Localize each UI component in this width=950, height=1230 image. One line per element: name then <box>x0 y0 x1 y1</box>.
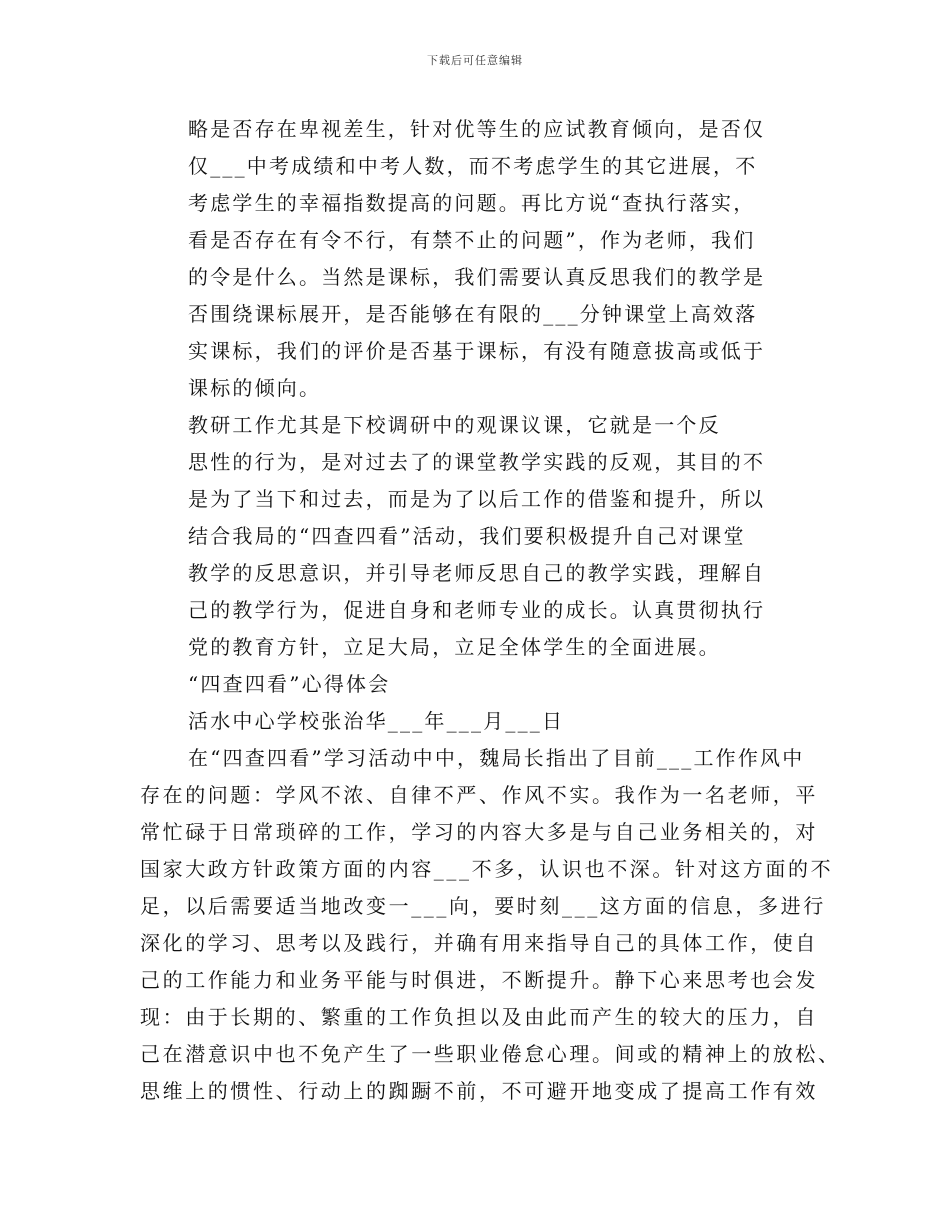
paragraph-line: 己在潜意识中也不免产生了一些职业倦怠心理。间或的精神上的放松、 <box>140 1042 841 1066</box>
paragraph-line: 深化的学习、思考以及践行，并确有用来指导自己的具体工作，使自 <box>140 931 818 955</box>
paragraph-line: 否围绕课标展开，是否能够在有限的___分钟课堂上高效落 <box>188 302 758 326</box>
paragraph-line: 结合我局的“四查四看”活动，我们要积极提升自己对课堂 <box>188 524 746 548</box>
article-byline: 活水中心学校张治华___年___月___日 <box>188 709 565 733</box>
paragraph-line: 己的工作能力和业务平能与时俱进，不断提升。静下心来思考也会发 <box>140 968 818 992</box>
article-title: “四查四看”心得体会 <box>188 672 391 696</box>
paragraph-line: 教研工作尤其是下校调研中的观课议课，它就是一个反 <box>188 413 721 437</box>
paragraph-line: 教学的反思意识，并引导老师反思自己的教学实践，理解自 <box>188 561 766 585</box>
paragraph-line: 思维上的惯性、行动上的踟蹰不前，不可避开地变成了提高工作有效 <box>140 1079 818 1103</box>
paragraph-line: 常忙碌于日常琐碎的工作，学习的内容大多是与自己业务相关的，对 <box>140 820 818 844</box>
paragraph-line: 看是否存在有令不行，有禁不止的问题”，作为老师，我们 <box>188 228 756 252</box>
paragraph-line: 思性的行为，是对过去了的课堂教学实践的反观，其目的不 <box>188 450 766 474</box>
paragraph-line: 是为了当下和过去，而是为了以后工作的借鉴和提升，所以 <box>188 487 766 511</box>
paragraph-line: 足，以后需要适当地改变一___向，要时刻___这方面的信息，多进行 <box>140 894 826 918</box>
paragraph-line: 存在的问题：学风不浓、自律不严、作风不实。我作为一名老师，平 <box>140 783 818 807</box>
paragraph-line: 己的教学行为，促进自身和老师专业的成长。认真贯彻执行 <box>188 598 766 622</box>
paragraph-line: 略是否存在卑视差生，针对优等生的应试教育倾向，是否仅 <box>188 117 766 141</box>
paragraph-line: 党的教育方针，立足大局，立足全体学生的全面进展。 <box>188 635 721 659</box>
paragraph-line: 国家大政方针政策方面的内容___不多，认识也不深。针对这方面的不 <box>140 857 834 881</box>
paragraph-line: 实课标，我们的评价是否基于课标，有没有随意拔高或低于 <box>188 339 766 363</box>
paragraph-line: 在“四查四看”学习活动中中，魏局长指出了目前___工作作风中 <box>188 746 805 770</box>
paragraph-line: 考虑学生的幸福指数提高的问题。再比方说“查执行落实， <box>188 191 756 215</box>
page-header: 下载后可任意编辑 <box>427 54 523 67</box>
paragraph-line: 仅___中考成绩和中考人数，而不考虑学生的其它进展，不 <box>188 154 758 178</box>
paragraph-line: 课标的倾向。 <box>188 376 322 400</box>
paragraph-line: 现：由于长期的、繁重的工作负担以及由此而产生的较大的压力，自 <box>140 1005 818 1029</box>
paragraph-line: 的令是什么。当然是课标，我们需要认真反思我们的教学是 <box>188 265 766 289</box>
